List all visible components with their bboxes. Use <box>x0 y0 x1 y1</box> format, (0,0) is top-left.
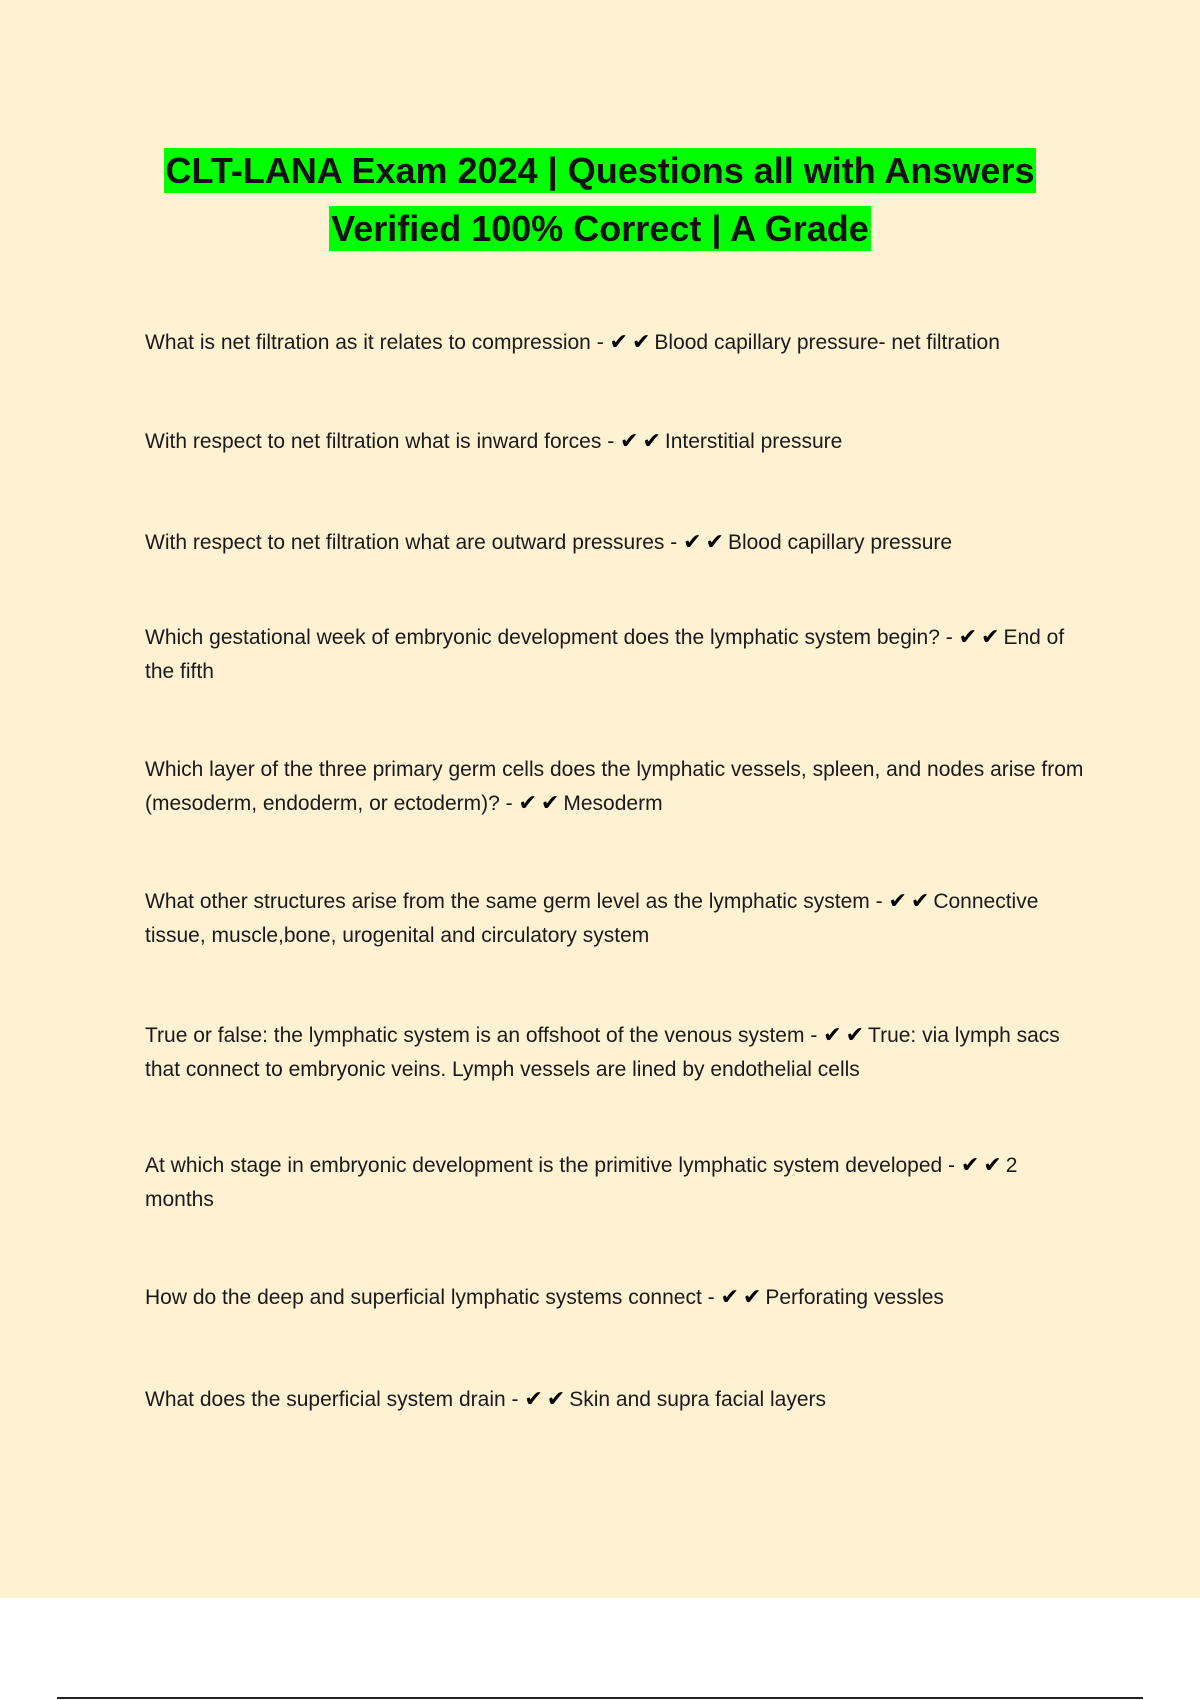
double-check-icon: ✔✔ <box>524 1387 570 1412</box>
double-check-icon: ✔✔ <box>620 429 665 454</box>
title-line-2: Verified 100% Correct | A Grade <box>331 208 869 249</box>
answer-text: Blood capillary pressure- net filtration <box>654 331 1000 354</box>
double-check-icon: ✔✔ <box>958 625 1004 650</box>
answer-text: End of the fifth <box>145 626 1065 683</box>
separator: - <box>939 626 959 649</box>
question-text: At which stage in embryonic development is the primitive lymphatic system developed <box>145 1154 943 1177</box>
qa-item <box>145 526 1085 560</box>
qa-item <box>145 1019 1085 1087</box>
answer-text: Skin and supra facial layers <box>569 1388 827 1411</box>
double-check-icon: ✔✔ <box>518 791 564 816</box>
qa-item <box>145 425 1085 459</box>
answer-text: Mesoderm <box>563 792 663 815</box>
qa-item <box>145 1281 1085 1315</box>
answer-text: True: via lymph sacs that connect to embryonic veins. Lymph vessels are lined by endothelial cells <box>145 1024 1060 1081</box>
footer-divider <box>57 1697 1143 1699</box>
double-check-icon: ✔✔ <box>960 1153 1006 1178</box>
question-text: With respect to net filtration what is inward forces <box>145 430 602 453</box>
question-text: How do the deep and superficial lymphatic systems connect <box>145 1286 702 1309</box>
double-check-icon: ✔✔ <box>683 530 728 555</box>
answer-text: 2 months <box>145 1154 1018 1211</box>
separator: - <box>505 1388 525 1411</box>
title-line-1: CLT-LANA Exam 2024 | Questions all with Answers <box>165 150 1035 191</box>
question-text: With respect to net filtration what are outward pressures <box>145 531 665 554</box>
question-text: Which gestational week of embryonic development does the lymphatic system begin? <box>145 626 940 649</box>
question-text: True or false: the lymphatic system is an offshoot of the venous system <box>145 1024 805 1047</box>
separator: - <box>869 890 889 913</box>
question-text: What does the superficial system drain <box>145 1388 506 1411</box>
separator: - <box>664 531 684 554</box>
separator: - <box>942 1154 961 1177</box>
qa-item <box>145 326 1085 360</box>
qa-item <box>145 753 1085 821</box>
answer-text: Blood capillary pressure <box>727 531 953 554</box>
question-text: What other structures arise from the same germ level as the lymphatic system <box>145 890 870 913</box>
double-check-icon: ✔✔ <box>609 330 655 355</box>
double-check-icon: ✔✔ <box>720 1285 766 1310</box>
separator: - <box>601 430 621 453</box>
answer-text: Interstitial pressure <box>664 430 843 453</box>
separator: - <box>590 331 610 354</box>
qa-item <box>145 1149 1085 1217</box>
question-text: Which layer of the three primary germ cells does the lymphatic vessels, spleen, and nodes arise from (mesoderm, endoderm, or ectoderm)? <box>145 758 1084 815</box>
answer-text: Perforating vessles <box>765 1286 944 1309</box>
qa-item <box>145 885 1085 953</box>
separator: - <box>804 1024 824 1047</box>
separator: - <box>499 792 519 815</box>
qa-item <box>145 621 1085 689</box>
double-check-icon: ✔✔ <box>823 1023 869 1048</box>
answer-text: Connective tissue, muscle,bone, urogenital and circulatory system <box>145 890 1039 947</box>
question-text: What is net filtration as it relates to compression <box>145 331 591 354</box>
separator: - <box>701 1286 721 1309</box>
double-check-icon: ✔✔ <box>888 889 934 914</box>
document-title <box>100 142 1100 258</box>
qa-item <box>145 1383 1085 1417</box>
